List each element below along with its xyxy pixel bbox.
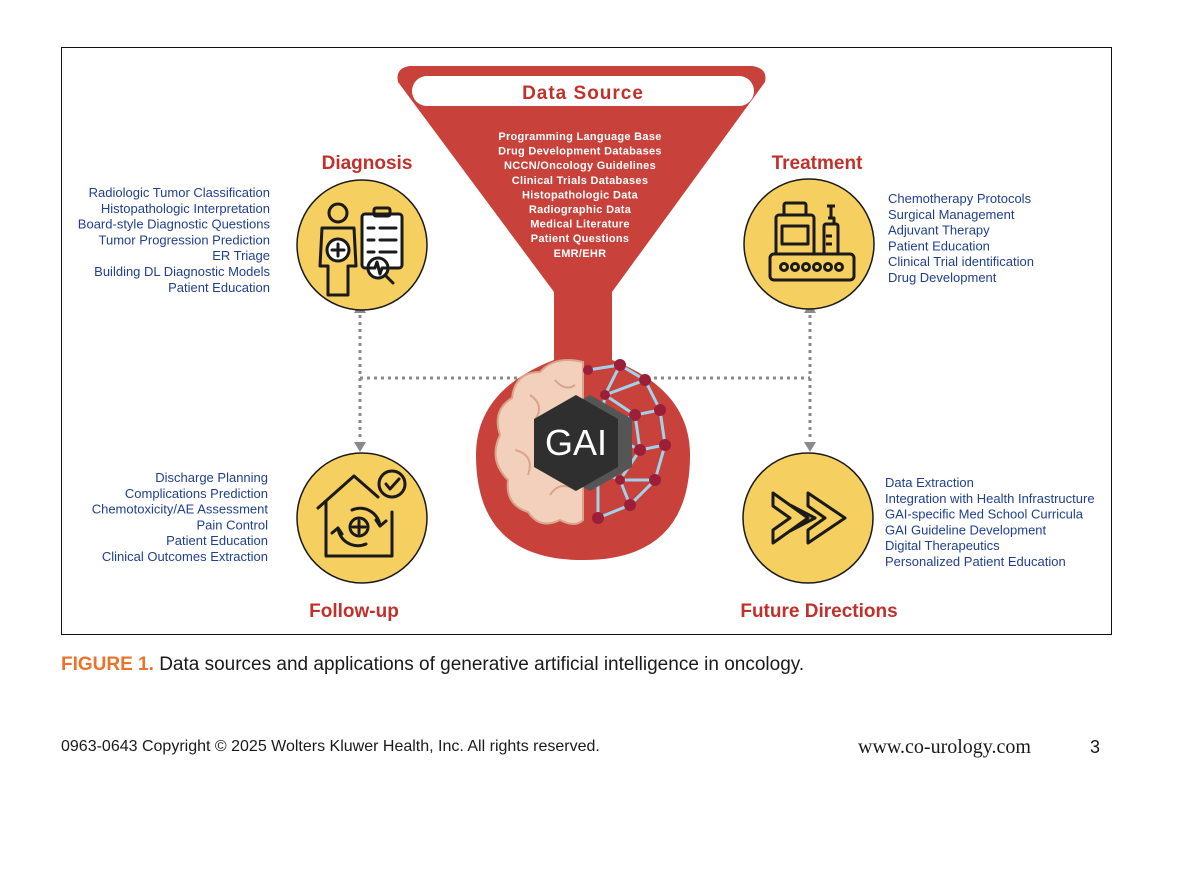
treatment-list bbox=[888, 191, 1034, 285]
follow-up-list bbox=[92, 470, 269, 564]
data-source-item: Histopathologic Data bbox=[521, 189, 639, 202]
treatment-circle bbox=[744, 179, 874, 309]
treatment-item: Patient Education bbox=[888, 238, 990, 254]
follow-up-item: Clinical Outcomes Extraction bbox=[101, 549, 268, 564]
follow-up-item: Chemotoxicity/AE Assessment bbox=[91, 501, 268, 517]
future-directions-item: Data Extraction bbox=[885, 475, 974, 490]
diagnosis-title: Diagnosis bbox=[321, 153, 413, 174]
data-source-item: EMR/EHR bbox=[553, 247, 607, 260]
data-source-item: NCCN/Oncology Guidelines bbox=[503, 160, 657, 173]
data-source-item: Programming Language Base bbox=[498, 131, 662, 143]
footer-copyright: 0963-0643 Copyright © 2025 Wolters Kluwer Health, Inc. All rights reserved. bbox=[61, 738, 600, 755]
diagnosis-item: Patient Education bbox=[168, 279, 270, 295]
diagnosis-item: ER Triage bbox=[212, 248, 270, 264]
future-directions-item: Digital Therapeutics bbox=[885, 538, 1000, 554]
data-source-item: Radiographic Data bbox=[528, 204, 632, 216]
data-source-title: Data Source bbox=[522, 83, 644, 104]
figure-label: FIGURE 1. bbox=[61, 654, 154, 675]
data-source-item: Clinical Trials Databases bbox=[511, 174, 649, 187]
follow-up-item: Patient Education bbox=[166, 533, 268, 549]
future-directions-item: Personalized Patient Education bbox=[885, 554, 1066, 569]
follow-up-title: Follow-up bbox=[309, 601, 399, 622]
gai-label: GAI bbox=[544, 422, 608, 463]
treatment-item: Chemotherapy Protocols bbox=[888, 191, 1032, 206]
future-directions-list bbox=[885, 475, 1095, 569]
follow-up-circle bbox=[297, 453, 427, 583]
data-source-item: Medical Literature bbox=[530, 218, 630, 231]
diagnosis-item: Tumor Progression Prediction bbox=[98, 232, 270, 248]
follow-up-item: Complications Prediction bbox=[124, 485, 268, 501]
diagnosis-item: Building DL Diagnostic Models bbox=[94, 264, 270, 279]
treatment-item: Drug Development bbox=[888, 270, 997, 285]
data-source-item: Drug Development Databases bbox=[498, 145, 662, 158]
page-number: 3 bbox=[1090, 737, 1101, 757]
follow-up-item: Discharge Planning bbox=[155, 470, 268, 485]
figure-caption bbox=[61, 654, 804, 676]
future-directions-title: Future Directions bbox=[740, 601, 898, 622]
diagnosis-item: Histopathologic Interpretation bbox=[100, 200, 270, 216]
future-directions-item: GAI Guideline Development bbox=[885, 522, 1047, 538]
diagnosis-item: Board-style Diagnostic Questions bbox=[77, 216, 270, 232]
treatment-item: Adjuvant Therapy bbox=[888, 222, 990, 238]
treatment-item: Surgical Management bbox=[888, 206, 1015, 222]
diagnosis-item: Radiologic Tumor Classification bbox=[88, 185, 270, 200]
caption-text: Data sources and applications of generative artificial intelligence in oncology. bbox=[159, 654, 805, 675]
footer-url[interactable]: www.co-urology.com bbox=[858, 736, 1031, 758]
follow-up-item: Pain Control bbox=[196, 517, 268, 533]
future-directions-circle bbox=[743, 453, 873, 583]
future-directions-item: GAI-specific Med School Curricula bbox=[885, 506, 1083, 522]
future-directions-item: Integration with Health Infrastructure bbox=[885, 490, 1095, 506]
treatment-item: Clinical Trial identification bbox=[888, 254, 1034, 270]
data-source-item: Patient Questions bbox=[530, 233, 630, 246]
diagnosis-list bbox=[78, 185, 271, 295]
treatment-title: Treatment bbox=[771, 153, 863, 174]
diagnosis-circle bbox=[297, 180, 427, 310]
